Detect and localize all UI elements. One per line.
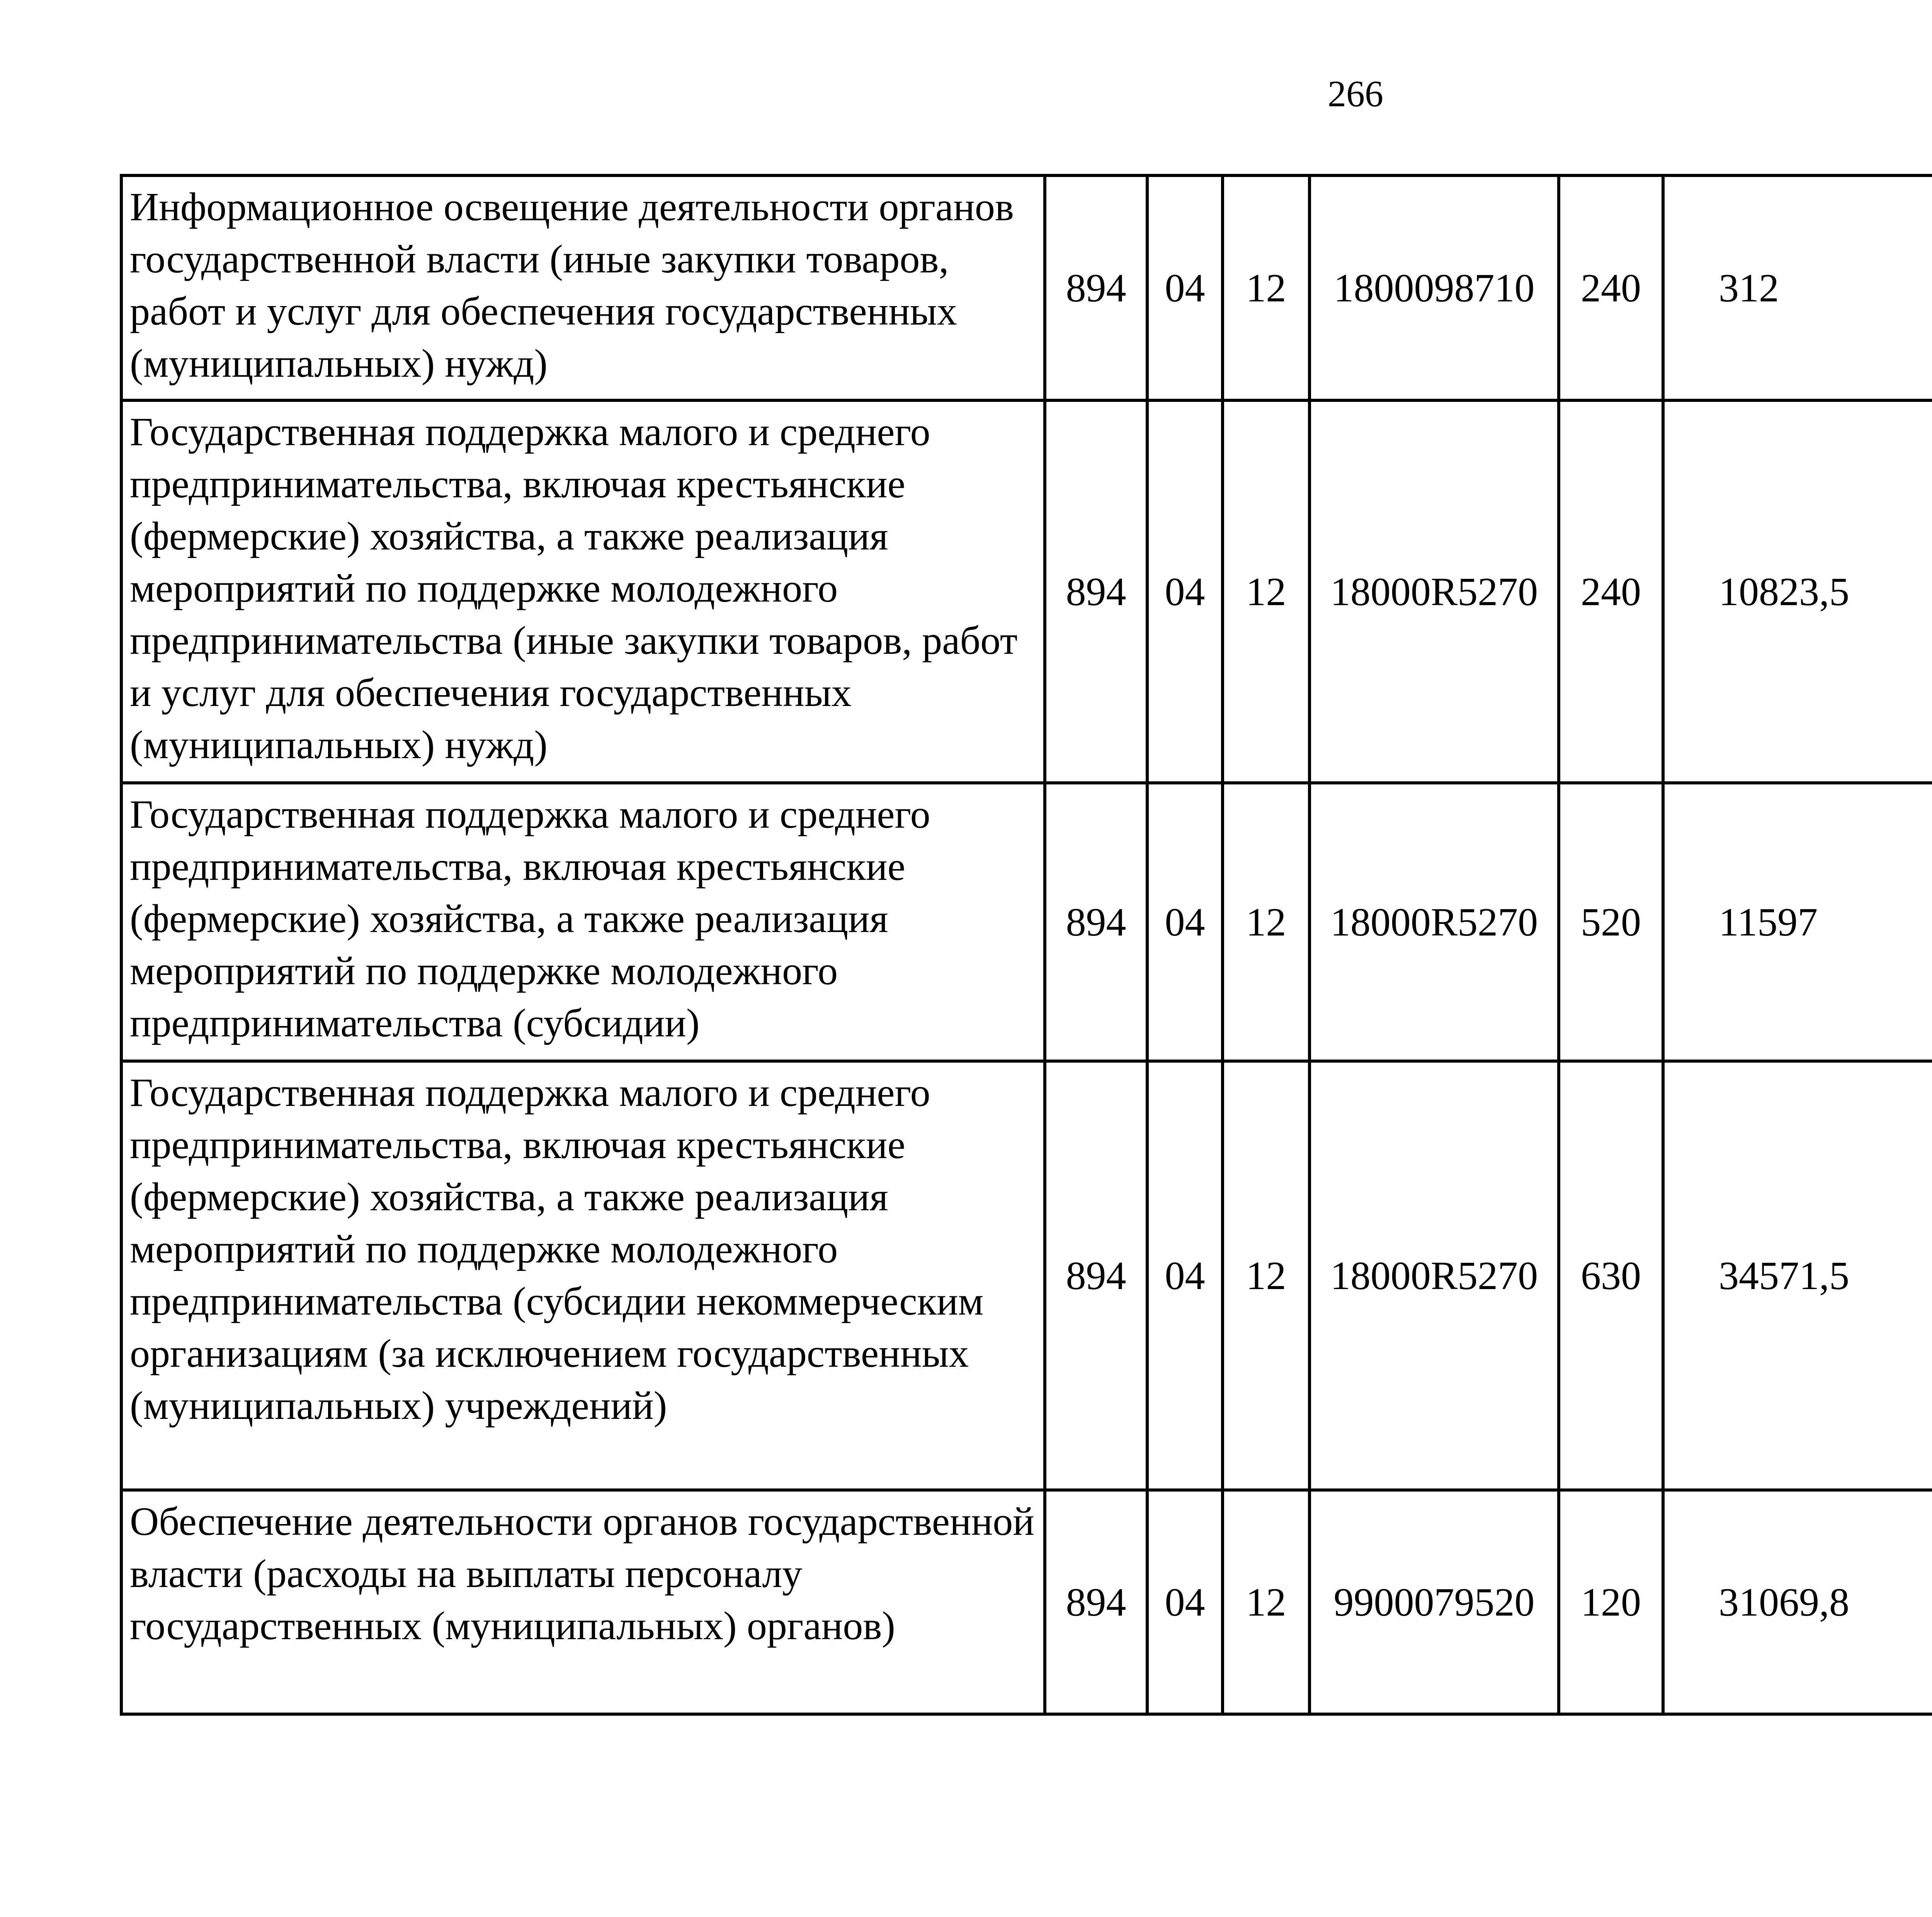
ministry-code: 894	[1045, 175, 1147, 400]
target-article-code: 18000R5270	[1310, 1061, 1559, 1490]
page-number: 266	[1328, 73, 1383, 114]
expense-type-code: 120	[1559, 1490, 1663, 1714]
section-code: 04	[1147, 1490, 1223, 1714]
table-row	[121, 1061, 1932, 1490]
table-row	[121, 175, 1932, 400]
subsection-code: 12	[1223, 400, 1310, 783]
target-article-code: 18000R5270	[1310, 783, 1559, 1061]
section-code: 04	[1147, 175, 1223, 400]
row-description: Государственная поддержка малого и среднего предпринимательства, включая крестьянские (фермерские) хозяйства, а также реализация мероприятий по поддержке молодежного предпринимательства (иные закупки товаров, работ и услуг для обеспечения государственных (муниципальных) нужд)	[121, 400, 1045, 783]
expense-type-code: 630	[1559, 1061, 1663, 1490]
amount-year-1: 31069,8	[1663, 1490, 1932, 1714]
row-description: Государственная поддержка малого и среднего предпринимательства, включая крестьянские (фермерские) хозяйства, а также реализация мероприятий по поддержке молодежного предпринимательства (субсидии некоммерческим организациям (за исключением государственных (муниципальных) учреждений)	[121, 1061, 1045, 1490]
subsection-code: 12	[1223, 175, 1310, 400]
amount-year-1: 34571,5	[1663, 1061, 1932, 1490]
section-code: 04	[1147, 1061, 1223, 1490]
expense-type-code: 520	[1559, 783, 1663, 1061]
target-article-code: 1800098710	[1310, 175, 1559, 400]
table-row	[121, 783, 1932, 1061]
subsection-code: 12	[1223, 783, 1310, 1061]
ministry-code: 894	[1045, 1061, 1147, 1490]
row-description: Государственная поддержка малого и среднего предпринимательства, включая крестьянские (фермерские) хозяйства, а также реализация мероприятий по поддержке молодежного предпринимательства (субсидии)	[121, 783, 1045, 1061]
ministry-code: 894	[1045, 783, 1147, 1061]
row-description: Информационное освещение деятельности органов государственной власти (иные закупки товаров, работ и услуг для обеспечения государственных (муниципальных) нужд)	[121, 175, 1045, 400]
row-description: Обеспечение деятельности органов государственной власти (расходы на выплаты персоналу государственных (муниципальных) органов)	[121, 1490, 1045, 1714]
ministry-code: 894	[1045, 1490, 1147, 1714]
subsection-code: 12	[1223, 1061, 1310, 1490]
table-row	[121, 1490, 1932, 1714]
budget-table	[120, 174, 1932, 1716]
table-row	[121, 400, 1932, 783]
expense-type-code: 240	[1559, 175, 1663, 400]
ministry-code: 894	[1045, 400, 1147, 783]
section-code: 04	[1147, 400, 1223, 783]
amount-year-1: 10823,5	[1663, 400, 1932, 783]
amount-year-1: 11597	[1663, 783, 1932, 1061]
target-article-code: 18000R5270	[1310, 400, 1559, 783]
amount-year-1: 312	[1663, 175, 1932, 400]
target-article-code: 9900079520	[1310, 1490, 1559, 1714]
section-code: 04	[1147, 783, 1223, 1061]
expense-type-code: 240	[1559, 400, 1663, 783]
subsection-code: 12	[1223, 1490, 1310, 1714]
